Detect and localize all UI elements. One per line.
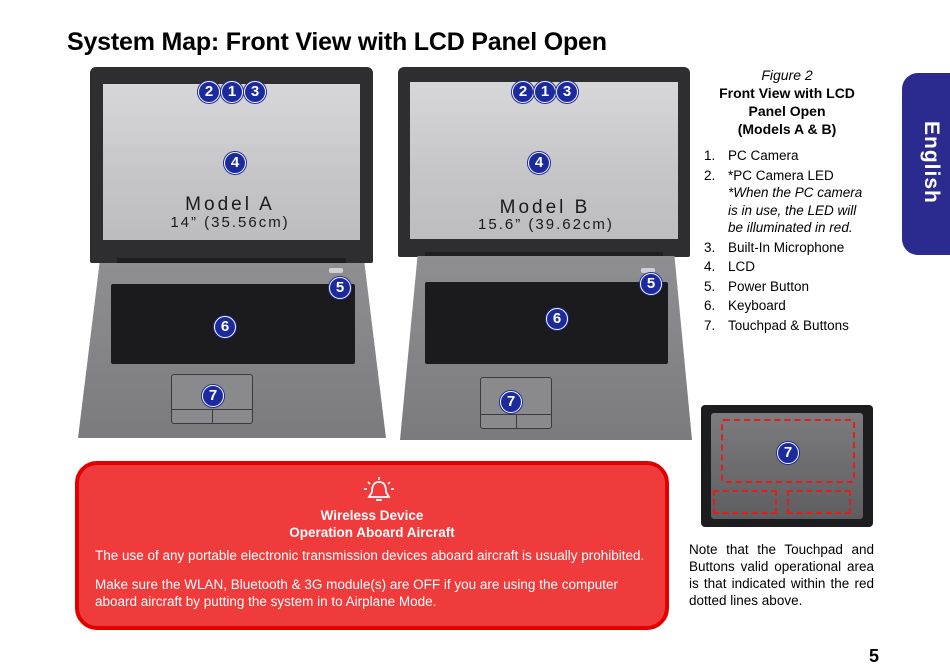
component-legend bbox=[704, 147, 874, 336]
camera-led-note: *When the PC camera is in use, the LED will be illuminated in red. bbox=[728, 185, 863, 235]
laptop-a-badge-6: 6 bbox=[214, 316, 236, 338]
figure-label: Figure 2 bbox=[761, 67, 813, 83]
list-item: 5. Power Button bbox=[704, 278, 810, 294]
touchpad-detail-image bbox=[701, 405, 873, 527]
laptop-a-badge-7: 7 bbox=[202, 385, 224, 407]
laptop-a-badge-1: 1 bbox=[221, 81, 243, 103]
warning-heading-line1: Wireless Device bbox=[320, 508, 424, 523]
laptop-b-badge-7: 7 bbox=[500, 391, 522, 413]
language-tab-label: English bbox=[920, 120, 943, 204]
laptop-b-model-name: Model B bbox=[499, 197, 591, 218]
figure-title-line2: Panel Open bbox=[748, 103, 826, 119]
figure-caption bbox=[700, 66, 874, 138]
touchpad-note: Note that the Touchpad and Buttons valid operational area is that indicated within the red dotted lines above. bbox=[689, 542, 874, 608]
laptop-a-model-size: 14” (35.56cm) bbox=[170, 214, 290, 231]
airplane-warning-icon bbox=[363, 477, 395, 503]
laptop-b-badge-2: 2 bbox=[512, 81, 534, 103]
figure-title-line3: (Models A & B) bbox=[737, 121, 837, 137]
laptop-a-badge-2: 2 bbox=[198, 81, 220, 103]
laptop-a-badge-3: 3 bbox=[244, 81, 266, 103]
warning-paragraph-1: The use of any portable electronic transmission devices aboard aircraft is usually prohibited. bbox=[95, 548, 645, 563]
touchpad-right-button-area bbox=[787, 490, 851, 514]
aircraft-warning-box bbox=[75, 461, 669, 630]
figure-title-line1: Front View with LCD bbox=[719, 85, 855, 101]
laptop-b-badge-3: 3 bbox=[556, 81, 578, 103]
list-item: 6. Keyboard bbox=[704, 298, 786, 313]
laptop-b-badge-1: 1 bbox=[534, 81, 556, 103]
touchpad-detail-badge-7: 7 bbox=[777, 442, 799, 464]
laptop-b-badge-4: 4 bbox=[528, 152, 550, 174]
laptop-a-model-name: Model A bbox=[185, 194, 275, 215]
page-title: System Map: Front View with LCD Panel Open bbox=[67, 28, 607, 56]
list-item: 4. LCD bbox=[704, 259, 756, 274]
page-number: 5 bbox=[869, 646, 880, 666]
list-item: 1. PC Camera bbox=[704, 148, 799, 163]
laptop-b-badge-6: 6 bbox=[546, 308, 568, 330]
laptop-b-model-size: 15.6” (39.62cm) bbox=[478, 216, 614, 233]
warning-paragraph-2: Make sure the WLAN, Bluetooth & 3G module(s) are OFF if you are using the computer aboard aircraft by putting the system in to Airplane Mode. bbox=[95, 577, 618, 609]
list-item: 3. Built-In Microphone bbox=[704, 239, 845, 255]
laptop-b-badge-5: 5 bbox=[640, 273, 662, 295]
laptop-a-badge-5: 5 bbox=[329, 277, 351, 299]
touchpad-left-button-area bbox=[713, 490, 777, 514]
warning-heading-line2: Operation Aboard Aircraft bbox=[289, 525, 455, 540]
laptop-a-power-button bbox=[329, 268, 343, 273]
list-item: 2. *PC Camera LED *When the PC camera is in use, the LED will be illuminated in red. bbox=[704, 167, 874, 237]
laptop-a-badge-4: 4 bbox=[224, 152, 246, 174]
list-item: 7. Touchpad & Buttons bbox=[704, 317, 849, 333]
